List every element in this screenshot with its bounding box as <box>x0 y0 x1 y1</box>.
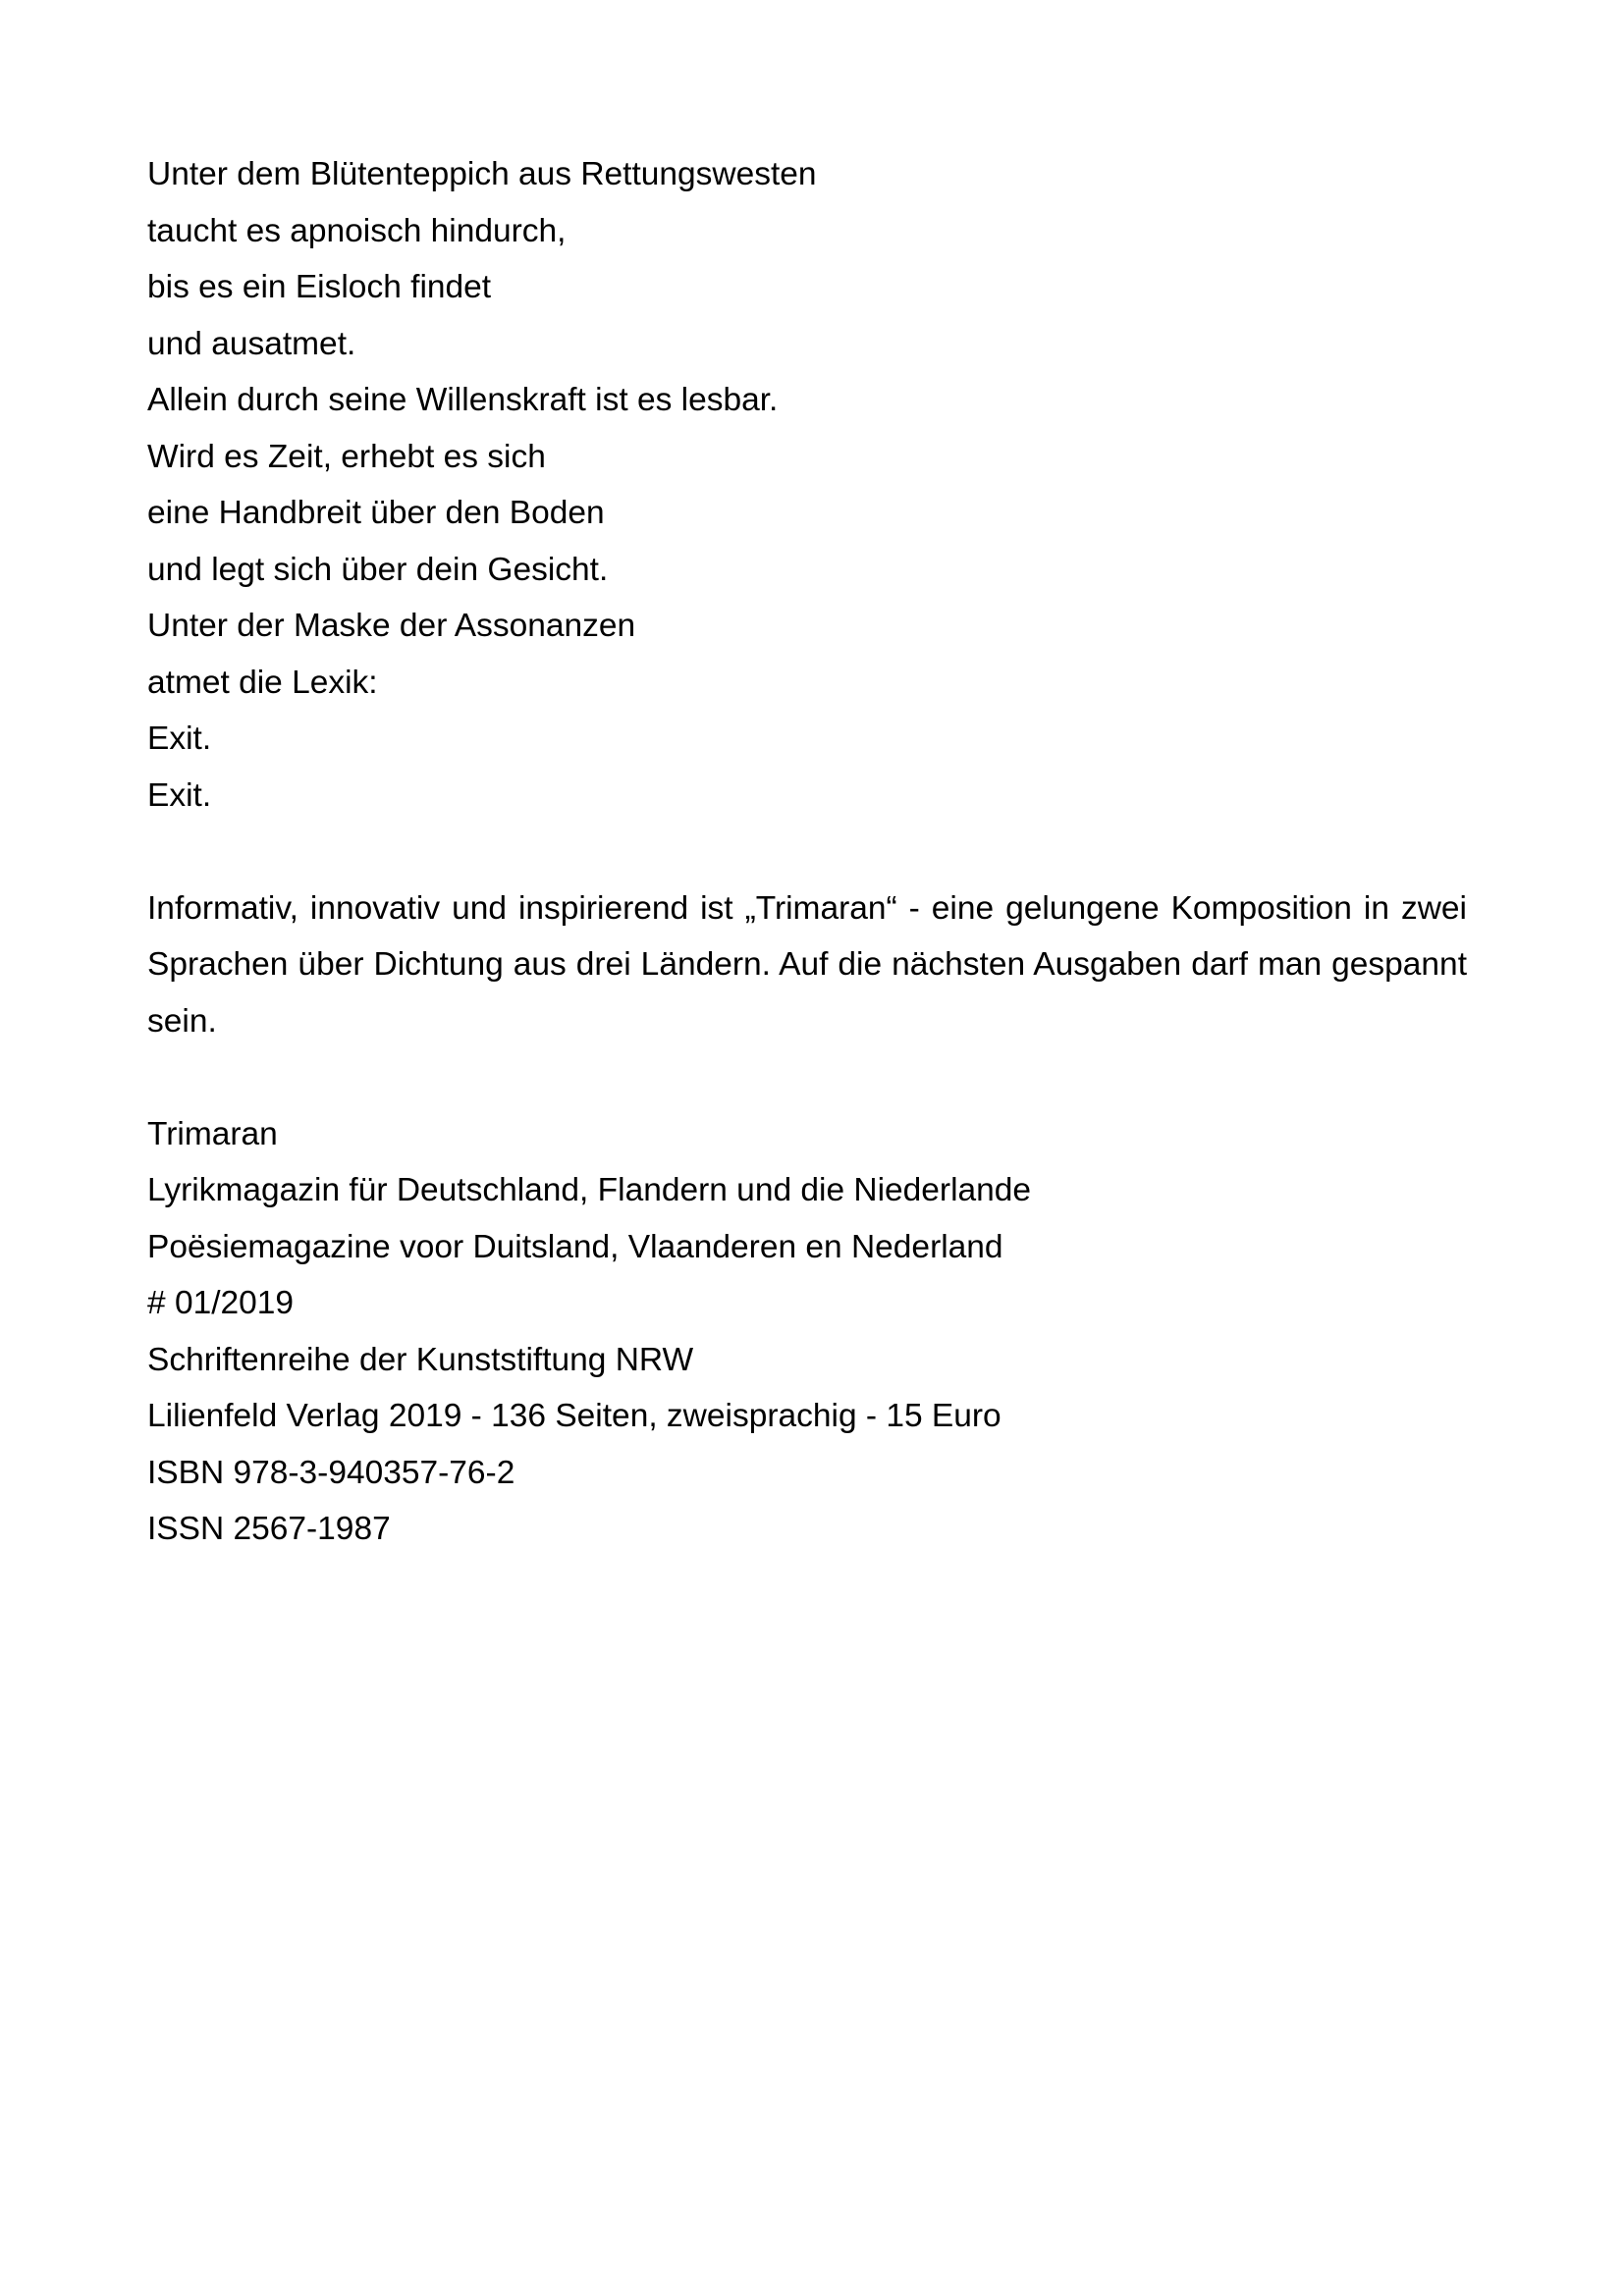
bibliography-block <box>147 1106 1467 1558</box>
review-paragraph: Informativ, innovativ und inspirierend ist „Trimaran“ - eine gelungene Komposition in zwei Sprachen über Dichtung aus drei Ländern. Auf die nächsten Ausgaben darf man gespannt sein. <box>147 889 1467 1040</box>
poem-line: Exit. <box>147 721 212 757</box>
poem-line: und ausatmet. <box>147 325 356 362</box>
bibliography-line-issn: ISSN 2567-1987 <box>147 1511 391 1547</box>
poem-line: Exit. <box>147 776 212 814</box>
blank-line <box>147 1049 1467 1106</box>
poem-line: atmet die Lexik: <box>147 664 378 701</box>
poem-line: Unter der Maske der Assonanzen <box>147 608 636 644</box>
bibliography-line-subtitle-nl: Poësiemagazine voor Duitsland, Vlaanderen en Nederland <box>147 1228 1003 1265</box>
poem-line: bis es ein Eisloch findet <box>147 269 492 305</box>
poem-line: Unter dem Blütenteppich aus Rettungswesten <box>147 156 817 192</box>
poem-line: Wird es Zeit, erhebt es sich <box>147 438 546 475</box>
bibliography-line-issue: # 01/2019 <box>147 1285 295 1321</box>
bibliography-line-title: Trimaran <box>147 1115 278 1152</box>
poem-line: Allein durch seine Willenskraft ist es lesbar. <box>147 382 779 418</box>
bibliography-line-subtitle-de: Lyrikmagazin für Deutschland, Flandern und die Niederlande <box>147 1172 1032 1208</box>
poem-block <box>147 146 1467 824</box>
poem-line: und legt sich über dein Gesicht. <box>147 551 609 588</box>
blank-line <box>147 824 1467 881</box>
poem-line: eine Handbreit über den Boden <box>147 495 605 531</box>
poem-line: taucht es apnoisch hindurch, <box>147 212 567 249</box>
bibliography-line-publisher: Lilienfeld Verlag 2019 - 136 Seiten, zweisprachig - 15 Euro <box>147 1398 1001 1434</box>
bibliography-line-isbn: ISBN 978-3-940357-76-2 <box>147 1454 515 1491</box>
bibliography-line-series: Schriftenreihe der Kunststiftung NRW <box>147 1341 694 1378</box>
